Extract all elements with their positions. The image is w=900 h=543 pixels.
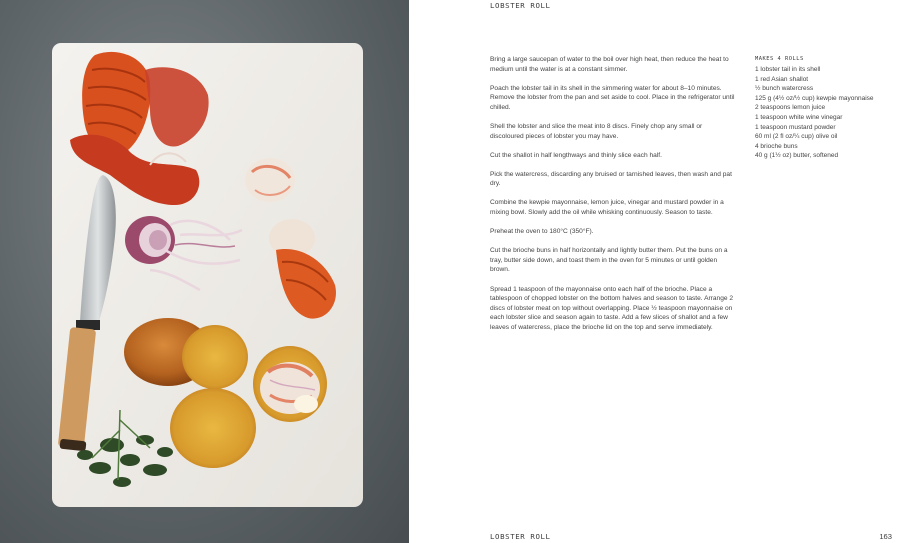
method-step: Bring a large saucepan of water to the boil over high heat, then reduce the heat to medium until the water is at a constant simmer. — [490, 56, 729, 73]
brioche-bun-half — [182, 325, 248, 389]
ingredient-item: 4 brioche buns — [755, 142, 798, 150]
footer-title: LOBSTER ROLL — [490, 532, 551, 541]
ingredients-list — [755, 65, 895, 161]
method-step: Cut the brioche buns in half horizontally and lightly butter them. Put the buns on a tray, butter side down, and toast them in the oven for 5 minutes or until golden brown. — [490, 247, 728, 274]
ingredients-section — [755, 56, 895, 161]
running-head: LOBSTER ROLL — [490, 1, 551, 10]
recipe-photo-illustration — [0, 0, 409, 543]
ingredient-item: 60 ml (2 fl oz/¼ cup) olive oil — [755, 133, 838, 141]
ingredient-item: 125 g (4½ oz/½ cup) kewpie mayonnaise — [755, 94, 874, 102]
method-section — [490, 55, 735, 342]
yield-label: MAKES 4 ROLLS — [755, 56, 804, 62]
page-number: 163 — [879, 532, 892, 541]
method-step: Combine the kewpie mayonnaise, lemon juice, vinegar and mustard powder in a mixing bowl. Slowly add the oil while whisking continuously. Season to taste. — [490, 199, 724, 217]
ingredient-item: 2 teaspoons lemon juice — [755, 104, 826, 112]
ingredient-item: 1 teaspoon mustard powder — [755, 123, 836, 131]
method-step: Poach the lobster tail in its shell in the simmering water for about 8–10 minutes. Remove the lobster from the pan and set aside to cool. Place in the refrigerator until chilled. — [490, 84, 735, 111]
brioche-bun-half-lower — [170, 388, 256, 468]
method-step: Preheat the oven to 180°C (350°F). — [490, 228, 594, 236]
method-step: Cut the shallot in half lengthways and thinly slice each half. — [490, 151, 662, 159]
recipe-page — [409, 0, 900, 543]
method-step: Pick the watercress, discarding any bruised or tarnished leaves, then wash and pat dry. — [490, 170, 732, 188]
ingredient-item: 40 g (1½ oz) butter, softened — [755, 152, 839, 160]
assembled-lobster-roll — [253, 346, 327, 422]
method-step: Shell the lobster and slice the meat into 8 discs. Finely chop any small or discoloured pieces of lobster you may have. — [490, 122, 703, 140]
ingredient-item: 1 red Asian shallot — [755, 75, 809, 83]
ingredient-item: 1 lobster tail in its shell — [755, 66, 821, 73]
ingredient-item: ½ bunch watercress — [755, 85, 814, 93]
recipe-photo — [0, 0, 409, 543]
method-step: Spread 1 teaspoon of the mayonnaise onto each half of the brioche. Place a tablespoon of chopped lobster on the bottom halves and season to taste. Arrange 2 discs of lobster meat on top without overlapping. Place ½ teaspoon mayonnaise on each lobster slice and season again to taste. Add a few slices of shallot and a few leaves of watercress, place the brioche lid on the top and serve immediately. — [490, 285, 734, 331]
ingredient-item: 1 teaspoon white wine vinegar — [755, 113, 843, 121]
